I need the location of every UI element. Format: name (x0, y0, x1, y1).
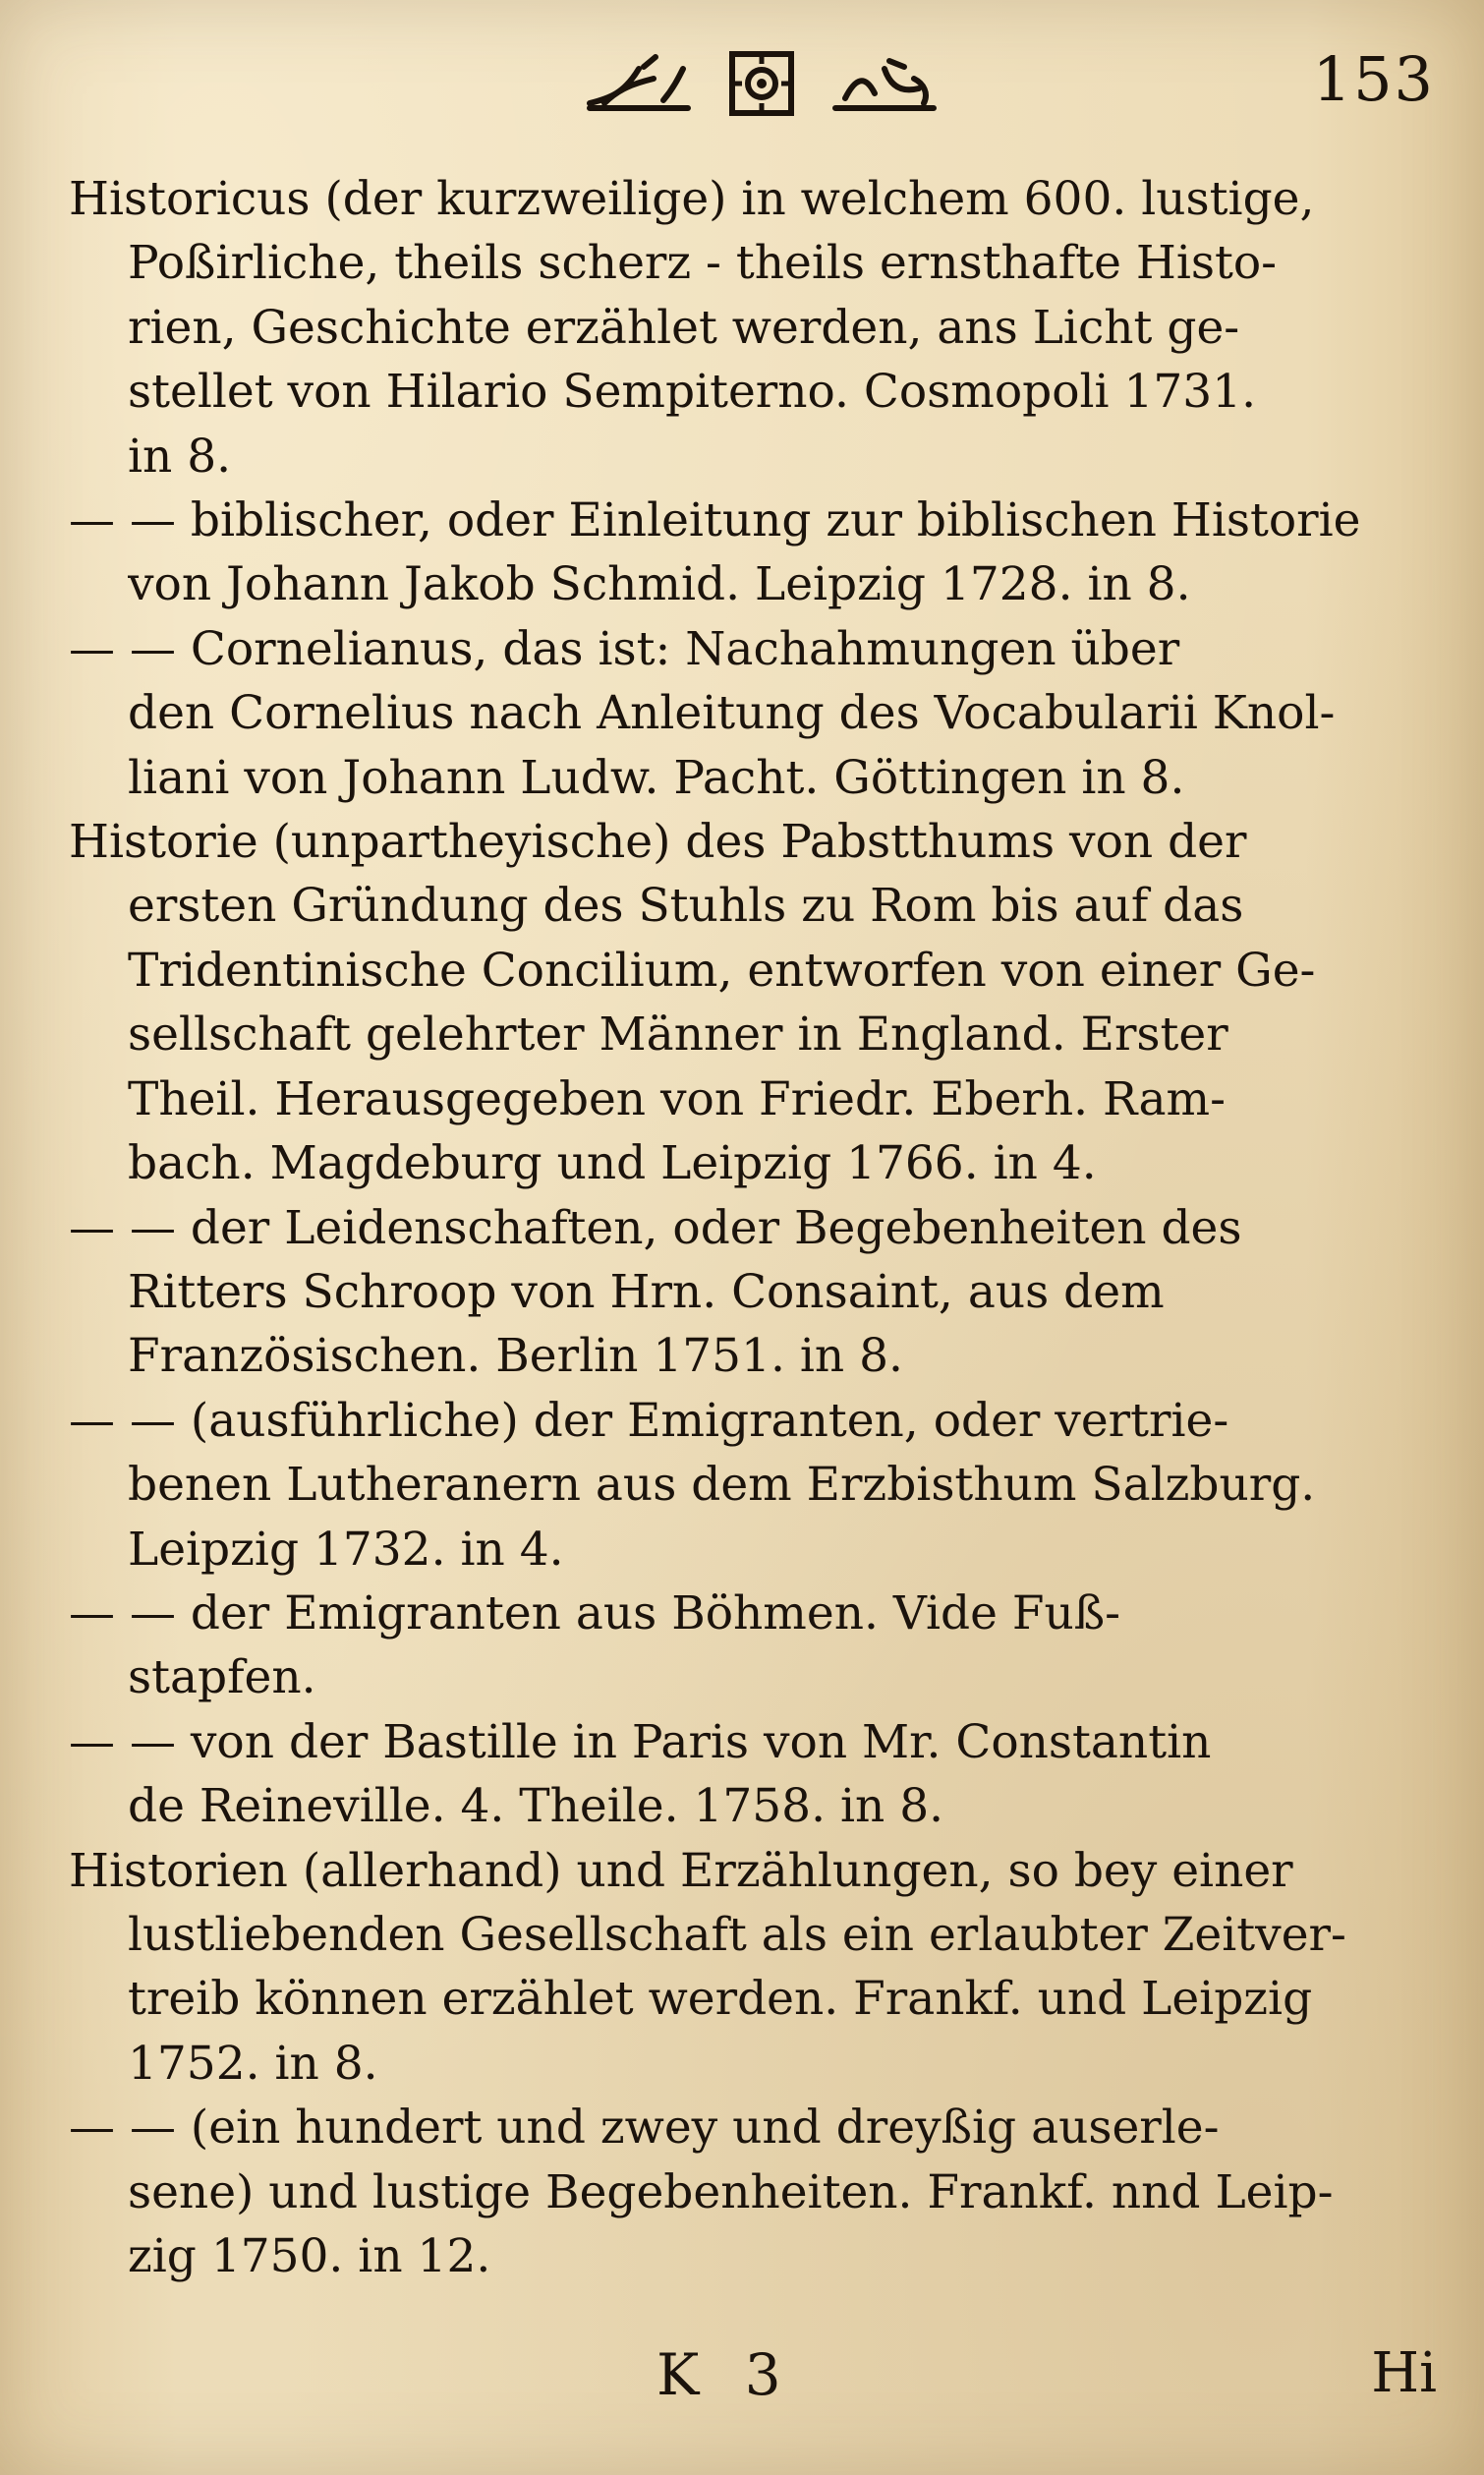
text-line: Historien (allerhand) und Erzählungen, so bey einer (69, 1843, 1293, 1898)
text-line: liani von Johann Ludw. Pacht. Göttingen in 8. (128, 750, 1185, 805)
catchword: Hi (1371, 2341, 1437, 2405)
text-line: von Johann Jakob Schmid. Leipzig 1728. in 8. (128, 557, 1191, 612)
entry-emigranten-salzburg (69, 1389, 1445, 1582)
flourish-left-icon (585, 49, 693, 118)
text-line: Ritters Schroop von Hrn. Consaint, aus dem (128, 1264, 1165, 1319)
text-line: 1752. in 8. (128, 2036, 378, 2091)
entry-biblischer (69, 489, 1445, 617)
text-line: — — biblischer, oder Einleitung zur biblischen Historie (69, 493, 1361, 548)
text-line: stellet von Hilario Sempiterno. Cosmopoli 1731. (128, 365, 1257, 420)
text-line: in 8. (128, 429, 232, 484)
text-line: — — der Emigranten aus Böhmen. Vide Fuß- (69, 1585, 1120, 1640)
text-line: Historie (unpartheyische) des Pabstthums von der (69, 815, 1247, 870)
text-line: — — von der Bastille in Paris von Mr. Constantin (69, 1714, 1212, 1769)
text-line: Historicus (der kurzweilige) in welchem 600. lustige, (69, 172, 1315, 226)
text-line: benen Lutheranern aus dem Erzbisthum Salzburg. (128, 1458, 1316, 1513)
text-line: Theil. Herausgegeben von Friedr. Eberh. Ram- (128, 1071, 1226, 1126)
entry-list (69, 167, 1445, 2288)
text-line: sene) und lustige Begebenheiten. Frankf. nnd Leip- (128, 2164, 1334, 2219)
flourish-right-icon (830, 49, 939, 118)
text-line: lustliebenden Gesellschaft als ein erlaubter Zeitver- (128, 1907, 1346, 1962)
text-line: treib können erzählet werden. Frankf. und Leipzig (128, 1972, 1313, 2027)
rosette-icon (722, 44, 801, 123)
text-line: den Cornelius nach Anleitung des Vocabularii Knol- (128, 686, 1336, 741)
header-ornament (585, 39, 939, 128)
text-line: zig 1750. in 12. (128, 2229, 491, 2283)
text-line: — — der Leidenschaften, oder Begebenheiten des (69, 1200, 1242, 1255)
entry-leidenschaften (69, 1196, 1445, 1389)
entry-cornelianus (69, 617, 1445, 810)
entry-historien-hundert (69, 2096, 1445, 2288)
text-line: Tridentinische Concilium, entworfen von einer Ge- (128, 943, 1316, 998)
text-line: stapfen. (128, 1650, 316, 1705)
entry-emigranten-boehmen (69, 1582, 1445, 1710)
text-line: Poßirliche, theils scherz - theils ernsthafte Histo- (128, 236, 1278, 291)
text-line: rien, Geschichte erzählet werden, ans Licht ge- (128, 300, 1240, 355)
entry-historie-pabstthum (69, 810, 1445, 1195)
text-line: de Reineville. 4. Theile. 1758. in 8. (128, 1779, 944, 1834)
text-line: — — (ein hundert und zwey und dreyßig auserle- (69, 2101, 1220, 2156)
text-line: Französischen. Berlin 1751. in 8. (128, 1329, 903, 1384)
text-line: — — Cornelianus, das ist: Nachahmungen über (69, 621, 1180, 676)
entry-bastille (69, 1710, 1445, 1839)
text-line: sellschaft gelehrter Männer in England. Erster (128, 1007, 1228, 1063)
signature-mark: K 3 (656, 2341, 795, 2408)
text-line: — — (ausführliche) der Emigranten, oder vertrie- (69, 1393, 1229, 1448)
entry-historicus (69, 167, 1445, 489)
text-line: Leipzig 1732. in 4. (128, 1522, 564, 1577)
text-line: ersten Gründung des Stuhls zu Rom bis auf das (128, 879, 1244, 934)
entry-historien-allerhand (69, 1839, 1445, 2097)
text-line: bach. Magdeburg und Leipzig 1766. in 4. (128, 1136, 1097, 1191)
page-number: 153 (1312, 43, 1435, 115)
